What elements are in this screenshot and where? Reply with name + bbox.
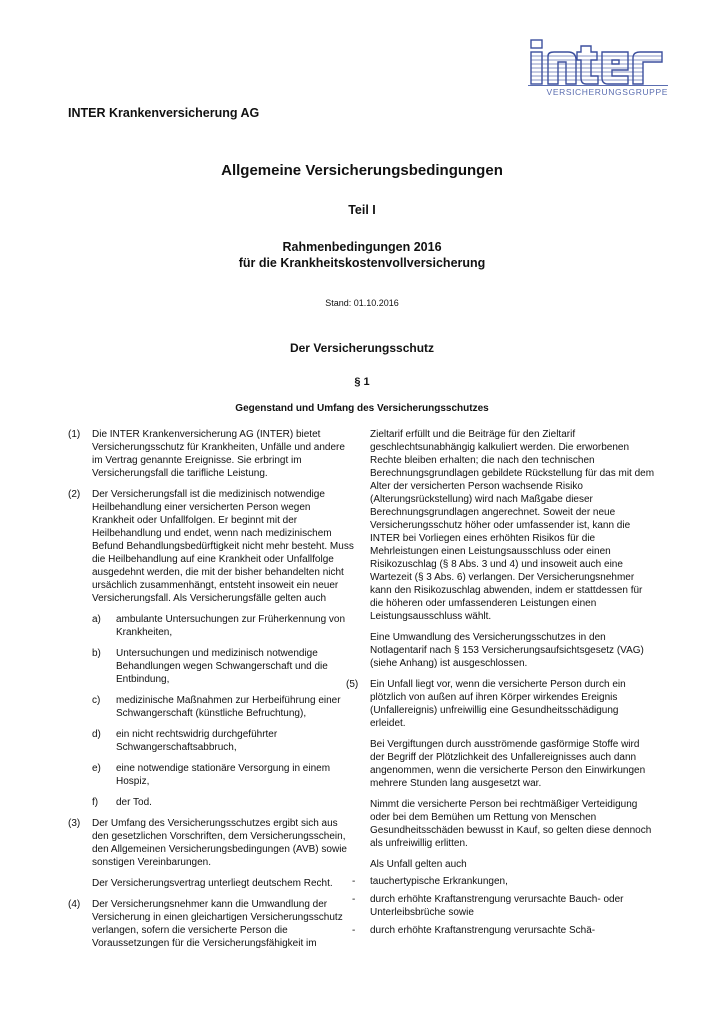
dash-marker: - (352, 925, 356, 936)
list-letter: d) (92, 729, 101, 740)
clause-number: (2) (68, 489, 81, 500)
logo-subtitle (528, 87, 668, 97)
list-letter: f) (92, 797, 99, 808)
company-name: INTER Krankenversicherung AG (68, 106, 260, 120)
list-letter: c) (92, 695, 101, 706)
clause-3 (68, 817, 354, 869)
clause-5-also: Als Unfall gelten auch (370, 859, 467, 870)
clause-number: (4) (68, 899, 81, 910)
document-subtitle (0, 239, 724, 271)
list-item (68, 762, 354, 788)
left-column (68, 428, 354, 958)
list-letter: b) (92, 648, 101, 659)
paragraph-number: § 1 (354, 376, 370, 388)
version-date: Stand: 01.10.2016 (325, 298, 399, 308)
list-item (68, 647, 354, 686)
list-text: Untersuchungen und medizinisch notwendige Behandlungen wegen Schwangerschaft und die Entbindung, (116, 648, 328, 685)
logo-subtitle-text: VERSICHERUNGSGRUPPE (546, 87, 668, 97)
list-item (68, 694, 354, 720)
clause-text: Der Umfang des Versicherungsschutzes ergibt sich aus den gesetzlichen Vorschriften, dem Versicherungsschein, den Allgemeinen Versicherungsbedingungen (AVB) sowie sonstigen Vereinbarungen. (92, 818, 347, 868)
clause-text: Ein Unfall liegt vor, wenn die versicherte Person durch ein plötzlich von außen auf ihren Körper wirkendes Ereignis (Unfallereignis) unfreiwillig eine Gesundheitsschädigung erleidet. (370, 679, 626, 729)
clause-number: (1) (68, 429, 81, 440)
dash-text: durch erhöhte Kraftanstrengung verursachte Bauch- oder Unterleibsbrüche sowie (370, 894, 624, 918)
list-text: medizinische Maßnahmen zur Herbeiführung einer Schwangerschaft (künstliche Befruchtung), (116, 695, 341, 719)
dash-text: tauchertypische Erkrankungen, (370, 876, 508, 887)
list-text: ein nicht rechtswidrig durchgeführter Schwangerschaftsabbruch, (116, 729, 278, 753)
section-heading: Der Versicherungsschutz (289, 341, 435, 355)
clause-5 (346, 678, 656, 730)
clause-text: Die INTER Krankenversicherung AG (INTER) bietet Versicherungsschutz für Krankheiten, Unfälle und andere im Vertrag genannte Ereignisse. Sie erbringt im Versicherungsfall die tarifliche Leistung. (92, 429, 345, 479)
list-letter: a) (92, 614, 101, 625)
list-text: eine notwendige stationäre Versorgung in einem Hospiz, (116, 763, 331, 787)
part-label: Teil I (348, 203, 376, 217)
paragraph-title: Gegenstand und Umfang des Versicherungsschutzes (235, 403, 489, 414)
list-item (68, 796, 354, 809)
dash-item (346, 875, 656, 888)
right-column (346, 428, 656, 942)
clause-2 (68, 488, 354, 605)
clause-4-continuation: Zieltarif erfüllt und die Beiträge für den Zieltarif geschlechtsunabhängig kalkuliert werden. Die erworbenen Rechte bleiben erhalten; die nach den technischen Berechnungsgrundlagen gebildete Rückstellung für das mit dem Alter der versicherten Person wachsende Risiko (Alterungsrückstellung) wird nach Maßgabe dieser Berechnungsgrundlagen angerechnet. Soweit der neue Versicherungsschutz höher oder umfassender ist, kann die INTER bei Vorliegen eines erhöhten Risikos für die Mehrleistungen einen Leistungsausschluss oder einen Risikozuschlag (§ 8 Abs. 3 und 4) und insoweit auch eine Wartezeit (§ 3 Abs. 6) verlangen. Der Versicherungsnehmer kann den Risikozuschlag abwenden, indem er stattdessen für die höheren oder umfassenderen Leistungen einen Leistungsausschluss wählt. (370, 429, 655, 622)
clause-5-rescue: Nimmt die versicherte Person bei rechtmäßiger Verteidigung oder bei dem Bemühen um Rettung von Menschen Gesundheitsschäden bewusst in Kauf, so gelten diese dennoch als unfreiwillig erlitten. (370, 799, 652, 849)
dash-item (346, 893, 656, 919)
subtitle-line-2: für die Krankheitskostenvollversicherung (238, 256, 486, 270)
clause-4-conversion-note: Eine Umwandlung des Versicherungsschutzes in den Notlagentarif nach § 153 Versicherungsaufsichtsgesetz (VAG) (siehe Anhang) ist ausgeschlossen. (370, 632, 644, 669)
clause-1 (68, 428, 354, 480)
clause-3-continuation: Der Versicherungsvertrag unterliegt deutschem Recht. (92, 878, 333, 889)
list-text: der Tod. (116, 797, 152, 808)
clause-5-poisoning: Bei Vergiftungen durch ausströmende gasförmige Stoffe wird der Begriff der Plötzlichkeit des Unfallereignisses auch dann angenommen, wenn die versicherte Person den Einwirkungen mehrere Stunden lang ausgesetzt war. (370, 739, 646, 789)
list-letter: e) (92, 763, 101, 774)
subtitle-line-1: Rahmenbedingungen 2016 (282, 240, 442, 254)
dash-item (346, 924, 656, 937)
dash-marker: - (352, 894, 356, 905)
dash-text: durch erhöhte Kraftanstrengung verursachte Schä- (370, 925, 596, 936)
list-item (68, 613, 354, 639)
document-title: Allgemeine Versicherungsbedingungen (221, 162, 503, 179)
clause-4 (68, 898, 354, 950)
list-item (68, 728, 354, 754)
clause-text: Der Versicherungsnehmer kann die Umwandlung der Versicherung in einen gleichartigen Versicherungsschutz verlangen, sofern die versicherte Person die Voraussetzungen für die Versicherungsfähigkeit im (92, 899, 343, 949)
list-text: ambulante Untersuchungen zur Früherkennung von Krankheiten, (116, 614, 346, 638)
clause-number: (5) (346, 679, 359, 690)
clause-number: (3) (68, 818, 81, 829)
inter-logo-wordmark (528, 38, 668, 88)
dash-marker: - (352, 876, 356, 887)
clause-text: Der Versicherungsfall ist die medizinisch notwendige Heilbehandlung einer versicherten Person wegen Krankheit oder Unfallfolgen. Er beginnt mit der Heilbehandlung und endet, wenn nach medizinischem Befund Behandlungsbedürftigkeit nicht mehr besteht. Muss die Heilbehandlung auf eine Krankheit oder Unfallfolge ausgedehnt werden, die mit der bisher behandelten nicht ursächlich zusammenhängt, entsteht insoweit ein neuer Versicherungsfall. Als Versicherungsfälle gelten auch (92, 489, 354, 604)
